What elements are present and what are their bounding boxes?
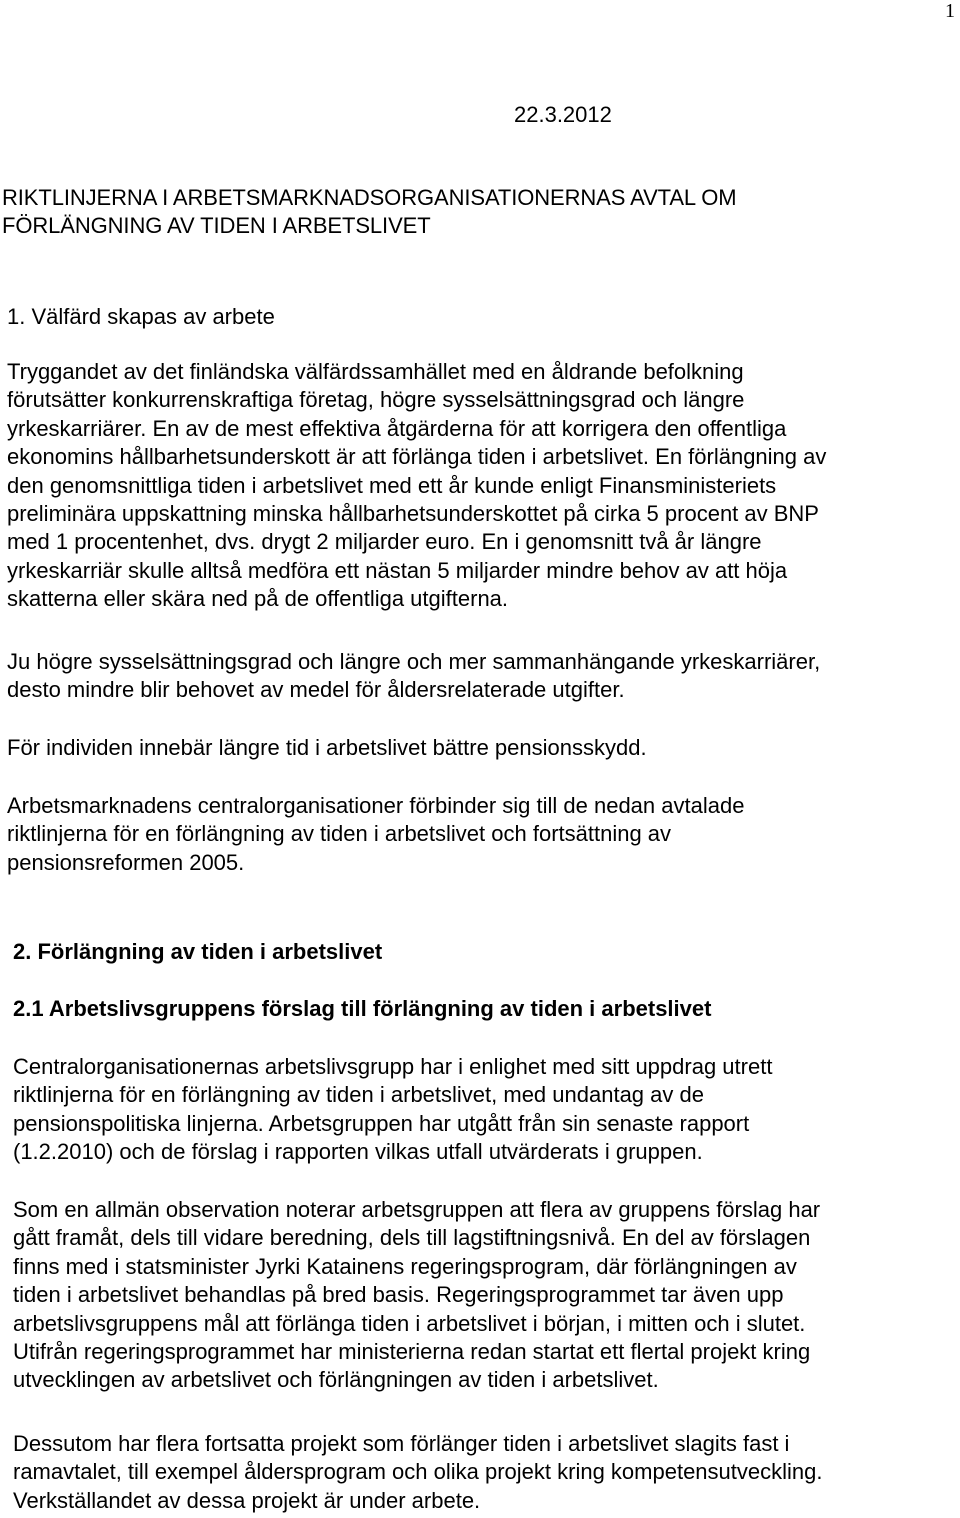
document-title-line: RIKTLINJERNA I ARBETSMARKNADSORGANISATIONERNAS AVTAL OM	[2, 185, 737, 210]
text-line: För individen innebär längre tid i arbetslivet bättre pensionsskydd.	[7, 735, 647, 760]
section-2-1-paragraph-2	[13, 1196, 820, 1395]
text-line: yrkeskarriärer. En av de mest effektiva åtgärderna för att korrigera den offentliga	[7, 415, 787, 441]
document-date: 22.3.2012	[514, 102, 612, 127]
text-line: Centralorganisationernas arbetslivsgrupp har i enlighet med sitt uppdrag utrett	[13, 1054, 773, 1079]
section-1-paragraph-2	[7, 648, 820, 705]
text-line: med 1 procentenhet, dvs. drygt 2 miljarder euro. En i genomsnitt två år längre	[7, 529, 762, 555]
text-line: den genomsnittliga tiden i arbetslivet med ett år kunde enligt Finansministeriets	[7, 472, 777, 498]
page-number: 1	[945, 0, 955, 22]
text-line: desto mindre blir behovet av medel för åldersrelaterade utgifter.	[7, 677, 625, 703]
text-line: gått framåt, dels till vidare beredning, dels till lagstiftningsnivå. En del av förslagen	[13, 1225, 811, 1251]
text-line: (1.2.2010) och de förslag i rapporten vilkas utfall utvärderats i gruppen.	[13, 1139, 703, 1165]
text-line: Ju högre sysselsättningsgrad och längre och mer sammanhängande yrkeskarriärer,	[7, 649, 821, 674]
section-2-1-paragraph-3	[13, 1430, 822, 1515]
text-line: preliminära uppskattning minska hållbarhetsunderskottet på cirka 5 procent av BNP	[7, 501, 819, 527]
document-title-line: FÖRLÄNGNING AV TIDEN I ARBETSLIVET	[2, 213, 431, 238]
text-line: skatterna eller skära ned på de offentliga utgifterna.	[7, 586, 509, 612]
text-line: finns med i statsminister Jyrki Katainens regeringsprogram, där förlängningen av	[13, 1253, 797, 1279]
document-title	[2, 184, 942, 240]
text-line: riktlinjerna för en förlängning av tiden i arbetslivet och fortsättning av	[7, 821, 672, 847]
text-line: Utifrån regeringsprogrammet har ministerierna redan startat ett flertal projekt kring	[13, 1339, 811, 1365]
text-line: utvecklingen av arbetslivet och förlängningen av tiden i arbetslivet.	[13, 1367, 659, 1393]
section-1-paragraph-1	[7, 358, 826, 614]
text-line: pensionsreformen 2005.	[7, 849, 245, 875]
section-2-heading: 2. Förlängning av tiden i arbetslivet	[13, 939, 383, 964]
text-line: tiden i arbetslivet behandlas på bred basis. Regeringsprogrammet tar även upp	[13, 1282, 784, 1308]
section-2-1-paragraph-1	[13, 1053, 772, 1167]
text-line: riktlinjerna för en förlängning av tiden i arbetslivet, med undantag av de	[13, 1082, 704, 1108]
text-line: ekonomins hållbarhetsunderskott är att förlänga tiden i arbetslivet. En förlängning av	[7, 444, 827, 470]
text-line: ramavtalet, till exempel åldersprogram och olika projekt kring kompetensutveckling.	[13, 1459, 823, 1485]
text-line: arbetslivsgruppens mål att förlänga tiden i arbetslivet i början, i mitten och i slutet.	[13, 1310, 806, 1336]
section-2-1-heading: 2.1 Arbetslivsgruppens förslag till förlängning av tiden i arbetslivet	[13, 996, 712, 1021]
section-1-heading: 1. Välfärd skapas av arbete	[7, 304, 275, 329]
section-1-paragraph-4	[7, 792, 744, 877]
section-1-paragraph-3	[7, 734, 647, 762]
text-line: Som en allmän observation noterar arbetsgruppen att flera av gruppens förslag har	[13, 1197, 821, 1222]
text-line: yrkeskarriär skulle alltså medföra ett nästan 5 miljarder mindre behov av att höja	[7, 557, 788, 583]
text-line: Tryggandet av det finländska välfärdssamhället med en åldrande befolkning	[7, 359, 744, 384]
text-line: Arbetsmarknadens centralorganisationer förbinder sig till de nedan avtalade	[7, 793, 745, 818]
text-line: Dessutom har flera fortsatta projekt som förlänger tiden i arbetslivet slagits fast i	[13, 1431, 790, 1456]
text-line: pensionspolitiska linjerna. Arbetsgruppen har utgått från sin senaste rapport	[13, 1110, 750, 1136]
text-line: förutsätter konkurrenskraftiga företag, högre sysselsättningsgrad och längre	[7, 387, 745, 413]
text-line: Verkställandet av dessa projekt är under arbete.	[13, 1487, 481, 1513]
